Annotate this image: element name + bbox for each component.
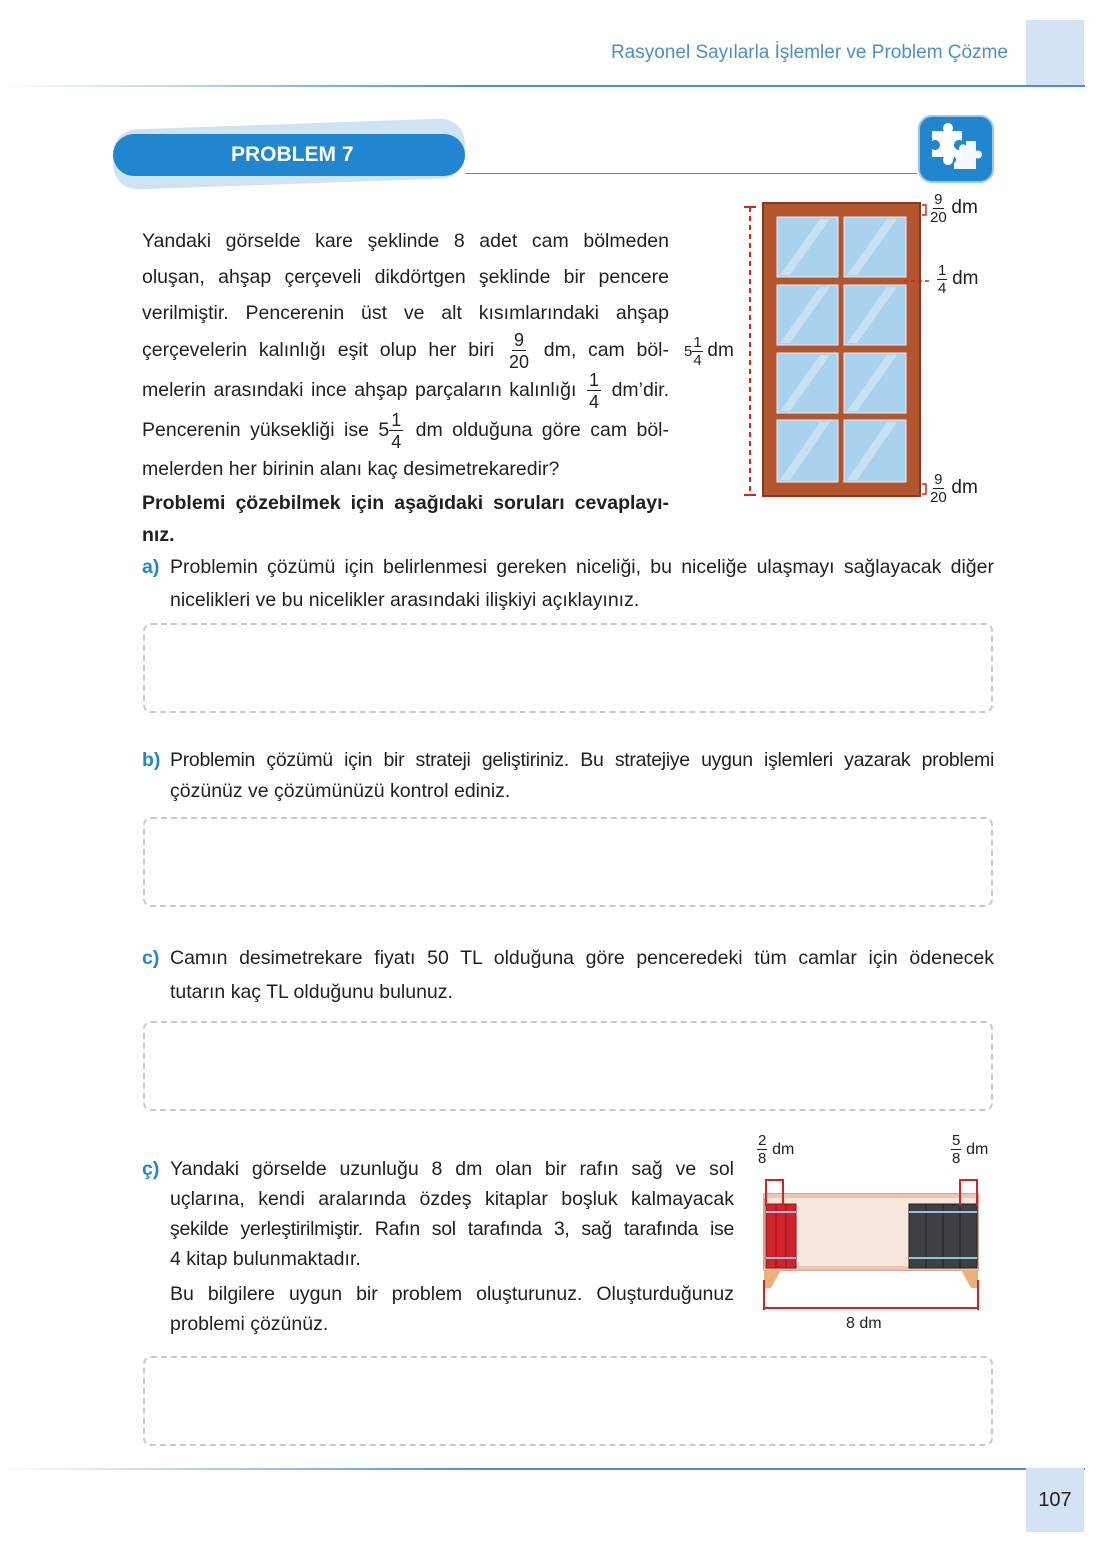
question-cedilla-line-4: 4 kitap bulunmaktadır. bbox=[170, 1248, 361, 1270]
shelf-length-label: 8 dm bbox=[846, 1315, 882, 1332]
window-bar-label: $\frac{1}{4}$ dm bbox=[938, 262, 979, 297]
header-rule bbox=[0, 85, 1085, 87]
fraction-window-height: $\frac{1}{4}$ bbox=[391, 410, 402, 452]
answer-box-c[interactable] bbox=[143, 1021, 993, 1111]
question-cedilla-line-1: Yandaki görselde uzunluğu 8 dm olan bir rafın sağ ve sol bbox=[170, 1158, 734, 1180]
question-cedilla-line-2: uçlarına, kendi aralarında özdeş kitaplar boşluk kalmayacak bbox=[170, 1188, 734, 1210]
question-a bbox=[142, 551, 994, 617]
problem-line-2: oluşan, ahşap çerçeveli dikdörtgen şeklinde bir pencere bbox=[142, 266, 669, 288]
shelf-left-label: $\frac{2}{8}$ dm bbox=[758, 1132, 795, 1167]
answer-box-cedilla[interactable] bbox=[143, 1356, 993, 1446]
footer-rule bbox=[0, 1468, 1085, 1470]
question-c-line-2: tutarın kaç TL olduğunu bulunuz. bbox=[170, 981, 453, 1003]
banner-rule bbox=[465, 173, 917, 174]
problem-statement bbox=[142, 223, 669, 487]
problem-banner bbox=[113, 134, 465, 176]
question-cedilla bbox=[142, 1154, 734, 1339]
problem-line-7: melerden her birinin alanı kaç desimetrekaredir? bbox=[142, 458, 560, 480]
question-b-line-2: çözünüz ve çözümünüzü kontrol ediniz. bbox=[170, 780, 511, 802]
answer-box-a[interactable] bbox=[143, 623, 993, 713]
question-cedilla-line-5: Bu bilgilere uygun bir problem oluşturunuz. Oluşturduğunuz bbox=[170, 1283, 734, 1305]
question-b bbox=[142, 745, 994, 807]
question-c bbox=[142, 941, 994, 1009]
problem-title: PROBLEM 7 bbox=[231, 143, 354, 166]
page-number: 107 bbox=[1026, 1468, 1084, 1532]
window-bottom-label: $\frac{9}{20}$ dm bbox=[930, 471, 978, 506]
problem-line-5: melerin arasındaki ince ahşap parçaların kalınlığı $\frac{1}{4}$ dm’dir. bbox=[142, 370, 669, 412]
question-cedilla-line-3: şekilde yerleştirilmiştir. Rafın sol tarafında 3, sağ tarafında ise bbox=[170, 1218, 734, 1240]
question-a-line-1: Problemin çözümü için belirlenmesi gereken niceliği, bu niceliğe ulaşmayı sağlayacak diğer bbox=[170, 556, 994, 578]
window-top-label: $\frac{9}{20}$ dm bbox=[930, 191, 978, 226]
puzzle-icon bbox=[918, 115, 994, 183]
fraction-frame-thickness: $\frac{9}{20}$ bbox=[508, 330, 530, 372]
answer-box-b[interactable] bbox=[143, 817, 993, 907]
problem-line-6: Pencerenin yüksekliği ise 5 $\frac{1}{4}$ dm olduğuna göre cam böl- bbox=[142, 410, 670, 452]
corner-tab bbox=[1026, 20, 1084, 86]
running-header-title: Rasyonel Sayılarla İşlemler ve Problem Çözme bbox=[610, 42, 1008, 63]
question-b-line-1: Problemin çözümü için bir strateji geliştiriniz. Bu stratejiye uygun işlemleri yazarak problemi bbox=[170, 749, 994, 771]
question-b-label: b) bbox=[142, 749, 161, 771]
question-c-label: c) bbox=[142, 947, 160, 969]
window-height-label: 5 $\frac{1}{4}$ dm bbox=[684, 334, 734, 369]
problem-line-4: çerçevelerin kalınlığı eşit olup her biri $\frac{9}{20}$ dm, cam böl- bbox=[142, 330, 670, 372]
shelf-right-label: $\frac{5}{8}$ dm bbox=[952, 1132, 989, 1167]
question-a-label: a) bbox=[142, 556, 160, 578]
problem-line-3: verilmiştir. Pencerenin üst ve alt kısımlarındaki ahşap bbox=[142, 302, 669, 324]
question-cedilla-line-6: problemi çözünüz. bbox=[170, 1313, 329, 1335]
problem-line-1: Yandaki görselde kare şeklinde 8 adet cam bölmeden bbox=[142, 230, 669, 252]
instruction-text: Problemi çözebilmek için aşağıdaki soruları cevaplayı- nız. bbox=[142, 492, 669, 546]
question-a-line-2: nicelikleri ve bu nicelikler arasındaki ilişkiyi açıklayınız. bbox=[170, 589, 640, 611]
question-cedilla-label: ç) bbox=[142, 1158, 160, 1180]
question-c-line-1: Camın desimetrekare fiyatı 50 TL olduğuna göre penceredeki tüm camlar için ödenecek bbox=[170, 947, 994, 969]
fraction-bar-thickness: $\frac{1}{4}$ bbox=[589, 370, 600, 412]
